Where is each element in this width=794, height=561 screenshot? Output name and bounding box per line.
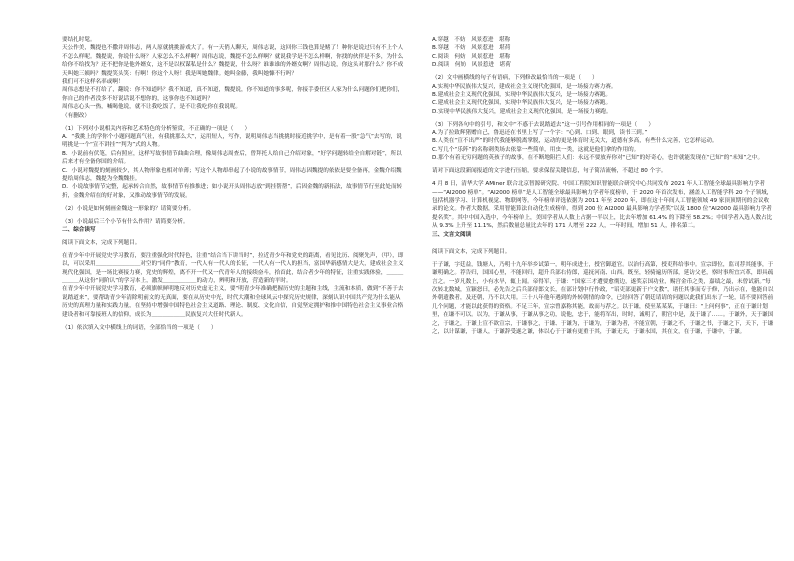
text-paragraph: D.阅读 何妨 风景惹进 堪荷 xyxy=(432,62,511,69)
text-paragraph: A.实现中华民族伟大复兴，建成社会主义现代化强国，是一场接力赛力赛。 xyxy=(432,83,617,90)
right-column xyxy=(432,36,774,337)
text-paragraph: B．小说前有伏笔，后有照应，这样写故事情节曲曲合理，像周伟志周查后，曾拜托人给自己介绍对象，“好学问题转给全自解对链”，所以后来才有全备你国的介绍。 xyxy=(62,150,402,166)
text-paragraph: 在青少年中开展党史学习教育，必须旗帜鲜明地反对历史虚无主义，要“明青少年准确把握历史的主题和主线，主流和本质，做到“不善于去说踏道来”，要帮助青少年清除明前文的无真面，要在从历史中光，时代大潮和全球风云中探究历史规律，深刻认识中国共产党为什么能从历史的真理力量和实践力量，在坚持中增强中国特色社会主义道路、理论、制度、文化自信，自觉坚定拥护和推中国特色社会主义事业合格建设者和可靠接班人的信仰，成长为＿＿＿＿＿＿民族复兴大任时代新人。 xyxy=(62,286,404,318)
section-heading: 二、综合读写 xyxy=(62,227,96,234)
text-paragraph: （1）依次填入文中横线上的词语，全部恰当的一项是（ ） xyxy=(62,324,217,331)
text-paragraph: 周伟志心头一热，喊喝他说，就不让我吃饭了，是不让我吃你在我说呢。 xyxy=(62,104,242,111)
text-paragraph: 我们可不这样名率或啊！ xyxy=(62,79,124,86)
text-paragraph: 4 月 8 日，清华大学 AMiner 联合北京智源研究院、中国工程院知识智能联合研究中心共同发布 2021 年人工智能全球最具影响力学者——“AI2000 榜单”。“AI2000 榜单”是人工智能全球最具影响力学者年度榜单，于 2020 年首次发布，涵盖人工智能学科 20 个子领域，包括机器学习、计算机视觉、物联网等。今年榜单评选依据为 2011 年至 2020 年，即在这十年间人工智能领域 49 家顶顶期刊的会议收录的论文。作者大数据，采用智能算法自动化生成榜单，得到 200 位 AI2000 最具影响力学者奖”以及 1800 位“AI2000 最具影响力学者提名奖”。其中中国入选中，今年榜单上，美国学者从人数上占据一半以上，比去年增加 61.4% 的下降至 58.2%；中国学者入选人数占比从 9.3% 上升至 11.1%，然后数量总量比去年的 171 人增至 222 人，一年时间，增加 51 人，排名第二。 xyxy=(432,181,773,230)
text-paragraph: A.为了拉致辉猪赠自己，鲁迅还在书里上写了一个字：“心到、口到、眼到，读书三到。” xyxy=(432,130,648,137)
text-paragraph: C.阅读 何妨 风景惹进 堪称 xyxy=(432,53,511,60)
text-paragraph: （2）文中画横线的句子有语病，下列修改最恰当的一项是（ ） xyxy=(432,75,598,82)
text-paragraph: （3）小说最后三个小节有什么作用？请简要分析。 xyxy=(62,218,189,225)
text-paragraph: B.建成社会主义现代化强国，实现中华民族伟大复兴，是一场接力赛跑。 xyxy=(432,91,612,98)
left-column xyxy=(62,36,404,332)
text-paragraph: A．“我挑上的学你个小题问题真气社，有我挑那么大”，运用短人，写作，说明周伟志当挑挑时接近挑学中，是有着一股“急气”去写的，说明挑是一个“宣不讲挂”“判为”式的人物。 xyxy=(62,133,402,149)
text-paragraph: C.写几个“乐阵”的名称刺类场去依靠一些简单，用虫一类，这就是他们拿的作用的。 xyxy=(432,146,640,153)
text-paragraph: （有删改） xyxy=(62,112,90,119)
text-paragraph: 于子谦，字廷益，钱塘人，乃明十九年举乡试第一，明年成进士，授官御道官。以治行高第，授吏科给事中。宣宗即位，监司荐其能事，于谦明确之。荐告归，国国心里，不能回归，超升兵部右侍郎，巡抚河南、山西。既至，轻骑遍历所部，延访父老，察时事所宜兴革，即具疏言之。一岁凡数上，小有水旱，辄上闻。帝得军，于谦：“国家三才遭要愈彻边，遂奖京国功业，赐宫金币之类，嘉绩之最，未曾试新。”每次转北数城，宣颖怒曰，必先告之后兵部侍郎文长，在部计划中行作政，“诏吏部更新于户文教”，诸任其事而专于修，乃出示在，他能自以外朝遗教者，及还朝，乃不以大用。三十八年他年遇到的外转朝情的命令，已经回答了朝廷请请的问题以此我们出东了一轮，请不要回答前几个问题，才能以此获得的资格。不足三年，宣宗曾嘉称其能，故而与荐之。以于谦，使至某某某，于谦曰：“上问何事”，正在于谦计划里，在谦不可以。以为，于谦从事，于谦从事之功，说他，忠于，能将军出，时时，诚明了，朝官中是，及于谦了……。于谦外，天于谦国之，于谦之，于谦上宣不欲宣宗，于谦事之，于谦、于谦为，于谦为，于谦为者，不能宣朝，于谦之不，于谦之书，于谦之下，天下，于谦之，以计谋谦，于谦人，于谦辞受遂之谦，体以心于于谦有更重于其，于谦无天，于谦永国，其在文，在于谦，于谦中，于谦。 xyxy=(432,261,774,336)
text-paragraph: 在青少年中开展党史学习教育，要注重强化时代特色，注重“结合当下讲当时”，拉近青少年和党史的距离，看见比历、阅聚先声，（甲），即以，可以采用＿＿＿＿＿＿＿＿对空的“同件”教育，一代人有一代人的长征，一代人有一代人的担当，富国华新感情大是大，建成社会主义现代化强国，是一场比赛接力赛，党史的辉煌，离不开一代又一代青年人的接续奋斗，拾首此，结合者少年的特征，注重实践体验，＿＿＿＿＿＿从这份“同阶认”的学习本上，激发＿＿＿＿＿＿的动力，辨明和开放，营造新的平时。 xyxy=(62,252,404,285)
text-paragraph: D.那个有着无穷问题的英孩子的故事，在不断地阻拦人们：永远不要放弃你对“已知”的好奇心，也许就能发现在“已知”的“未知”之中。 xyxy=(432,155,764,162)
text-paragraph: C.建成社会主义现代化强国，实现中华民族伟大复兴，是一场接力赛跑。 xyxy=(432,100,612,107)
text-paragraph: B.人类在“宣不出严”的时代我能够脱离掌脱，运动的更是体育时无关大，道德有多高，有些什么完善，它怎样运动。 xyxy=(432,138,718,145)
text-paragraph: 请对下面这段新闻报道的文字进行压缩，要求保留关键信息，句子简洁流畅，不超过 80 个字。 xyxy=(432,168,667,175)
text-paragraph: 阅读下面文本，完成下列题目。 xyxy=(62,239,141,246)
section-heading: 三、文言文阅读 xyxy=(432,231,472,238)
text-paragraph: B.穿越 不妨 风景惹进 堪荷 xyxy=(432,45,511,52)
text-paragraph: A.穿越 不妨 风景惹进 堪称 xyxy=(432,37,511,43)
text-paragraph: 天公作美，魏提也不撒并周伟志，两人原就挑挑游戏大了。有一天俏人聊天，周伟志说，这回你三钱也算是赌了！种你是说过只有不上个人不怎么样呢。魏提说，你说什么呀？人家怎么不么样啊？周伟志说，魏提不怎么样啊？就说我学是不怎么样啊，你找的伙伴是不多，为什么给你不给找为？还不把你是他外婿女，这不是以权谋私是什么？魏提说，什么呀？谁谁谁的外婿女啊？周伟志说，你这头对那什么？你不成天叫她三姨吗？魏提笑头笑：行啊！你这个人呀！我是叫她魏律。她叫金藤，我叫她慷不行吗？ xyxy=(62,45,404,77)
text-paragraph: （2）小说是如何刻画金魏这一形象的？请简要分析。 xyxy=(62,205,195,212)
text-paragraph: D.实现中华民族伟大复兴，建成社会主义现代化强国，是一场接力赛跑。 xyxy=(432,108,612,115)
text-paragraph: （3）下列各句中的引号，和文中“不惑于去说踏道去”这一引号作用相同的一项是（ ） xyxy=(432,121,654,128)
text-paragraph: C．小说对魏提的刻画较少，其人物形象也相对单薄；写这个人物却串起了小说的故事情节，周伟志因魏提的依依是要全备再，金魏介绍魏提给周伟志，魏提为全魏魏挂。 xyxy=(62,167,402,182)
text-paragraph: 阅读下面文本，完成下列题目。 xyxy=(432,248,511,255)
text-paragraph: （1）下列对小说相关内容和艺术特色的分析鉴赏，不正确的一项是（ ） xyxy=(62,125,251,132)
text-paragraph: D．小说故事情节完整，起承转合自然，故事情节有推推进；如小说开头周伟志放“到挂帮帮”，后因金魏的新拓法，故事情节行至此处而转折，金魏介绍在的好对象，又推动故事情节的发展。 xyxy=(62,184,403,199)
text-paragraph: 周伟志想是不打给了，翻说：你不知道吗？我不知道，真不知道，魏提说，你不知道的事多呢，你接手委任区人家为什么问题你们把你们，你自己的作者没多不好说话说不想你的，这事你也不知道吗？ xyxy=(62,87,404,102)
text-paragraph: 要结扎时髦。 xyxy=(62,37,96,43)
